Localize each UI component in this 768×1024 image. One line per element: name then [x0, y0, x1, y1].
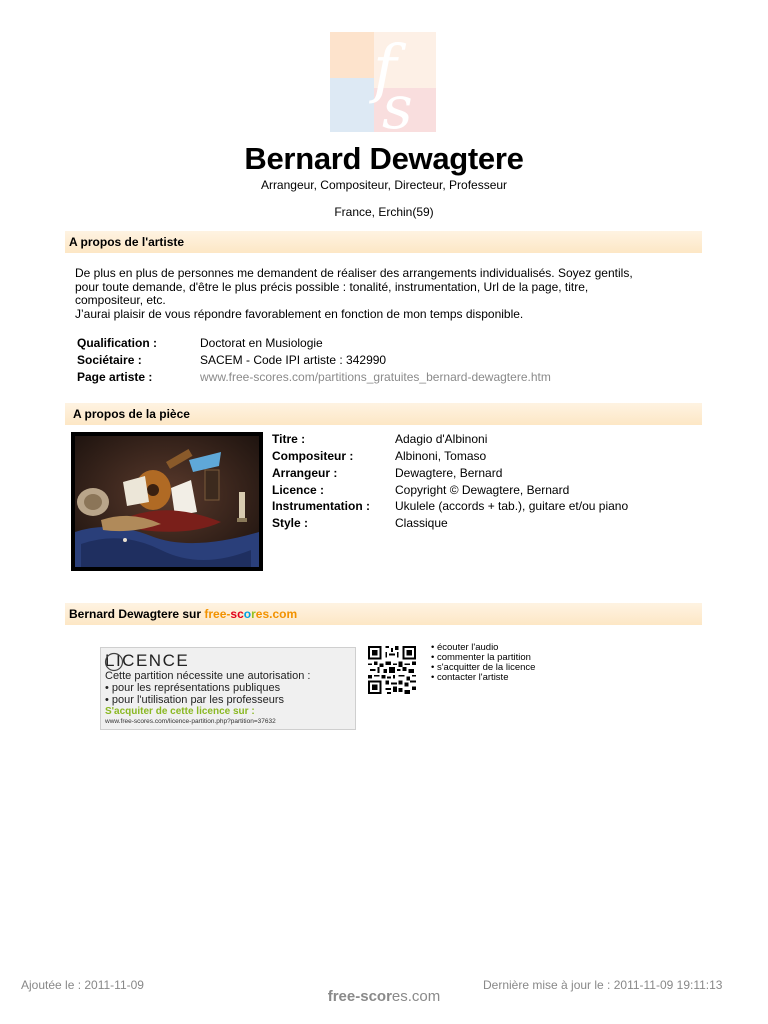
artist-description — [75, 267, 695, 321]
site-brand-part: sc — [230, 607, 244, 621]
description-line: pour toute demande, d'être le plus précis possible : tonalité, instrumentation, Url de la page, titre, — [75, 279, 589, 294]
title-label: Titre : — [272, 432, 306, 446]
description-line: J’aurai plaisir de vous répondre favorablement en fonction de mon temps disponible. — [75, 306, 524, 321]
qr-code-icon[interactable] — [367, 646, 417, 694]
licence-title: LICENCE — [105, 651, 190, 670]
title-value: Adagio d'Albinoni — [395, 432, 488, 446]
licence-circle-icon — [104, 652, 124, 672]
arranger-value: Dewagtere, Bernard — [395, 466, 503, 480]
comment-score-link[interactable]: • commenter la partition — [431, 652, 531, 663]
licence-text-line: • pour les représentations publiques — [105, 682, 281, 694]
last-updated-date: Dernière mise à jour le : 2011-11-09 19:11:13 — [483, 978, 723, 992]
licence-acquire-text: S'acquiter de cette licence sur : — [105, 706, 255, 717]
style-label: Style : — [272, 516, 309, 530]
free-scores-logo — [330, 32, 436, 132]
svg-text:f: f — [373, 32, 397, 106]
licence-text-line: • pour l'utilisation par les professeurs — [105, 694, 284, 706]
qualification-value: Doctorat en Musiologie — [200, 336, 323, 350]
artist-name: Bernard Dewagtere — [244, 141, 524, 176]
description-line: compositeur, etc. — [75, 293, 166, 307]
artist-location: France, Erchin(59) — [334, 205, 434, 219]
societaire-label: Sociétaire : — [77, 353, 142, 367]
societaire-value: SACEM - Code IPI artiste : 342990 — [200, 353, 387, 367]
site-brand-part: free- — [204, 607, 231, 621]
footer-logo-rest: es.com — [391, 988, 441, 1005]
added-date: Ajoutée le : 2011-11-09 — [21, 978, 144, 992]
licence-label: Licence : — [272, 483, 325, 497]
still-life-painting-image — [71, 432, 263, 571]
artist-roles: Arrangeur, Compositeur, Directeur, Professeur — [260, 178, 508, 192]
composer-label: Compositeur : — [272, 449, 354, 463]
licence-text-line: Cette partition nécessite une autorisation : — [105, 670, 311, 682]
site-brand-part: r — [251, 607, 256, 621]
listen-audio-link[interactable]: • écouter l'audio — [431, 642, 499, 653]
section-about-artist: A propos de l'artiste — [65, 231, 702, 253]
section-artist-on-site — [65, 603, 702, 625]
licence-url-link[interactable]: www.free-scores.com/licence-partition.php?partition=37632 — [105, 718, 276, 725]
contact-artist-link[interactable]: • contacter l'artiste — [431, 672, 509, 683]
instrumentation-value: Ukulele (accords + tab.), guitare et/ou piano — [395, 499, 629, 513]
site-brand-part: es.com — [255, 607, 298, 621]
footer-logo-bold: free-scor — [327, 988, 392, 1005]
artist-page-link[interactable]: www.free-scores.com/partitions_gratuites_bernard-dewagtere.htm — [200, 370, 551, 384]
section-about-piece: A propos de la pièce — [65, 403, 702, 425]
qualification-label: Qualification : — [77, 336, 158, 350]
description-line: De plus en plus de personnes me demandent de réaliser des arrangements individualisés. Soyez gentils, — [75, 266, 633, 280]
style-value: Classique — [395, 516, 448, 530]
artist-page-label: Page artiste : — [77, 370, 153, 384]
pay-licence-link[interactable]: • s'acquitter de la licence — [431, 662, 536, 673]
licence-value: Copyright © Dewagtere, Bernard — [395, 483, 570, 497]
footer-logo[interactable] — [0, 988, 768, 1005]
instrumentation-label: Instrumentation : — [272, 499, 370, 513]
svg-text:s: s — [382, 73, 413, 132]
composer-value: Albinoni, Tomaso — [395, 449, 487, 463]
arranger-label: Arrangeur : — [272, 466, 338, 480]
site-brand-part: o — [243, 607, 252, 621]
section-site-title: Bernard Dewagtere sur — [69, 607, 205, 621]
